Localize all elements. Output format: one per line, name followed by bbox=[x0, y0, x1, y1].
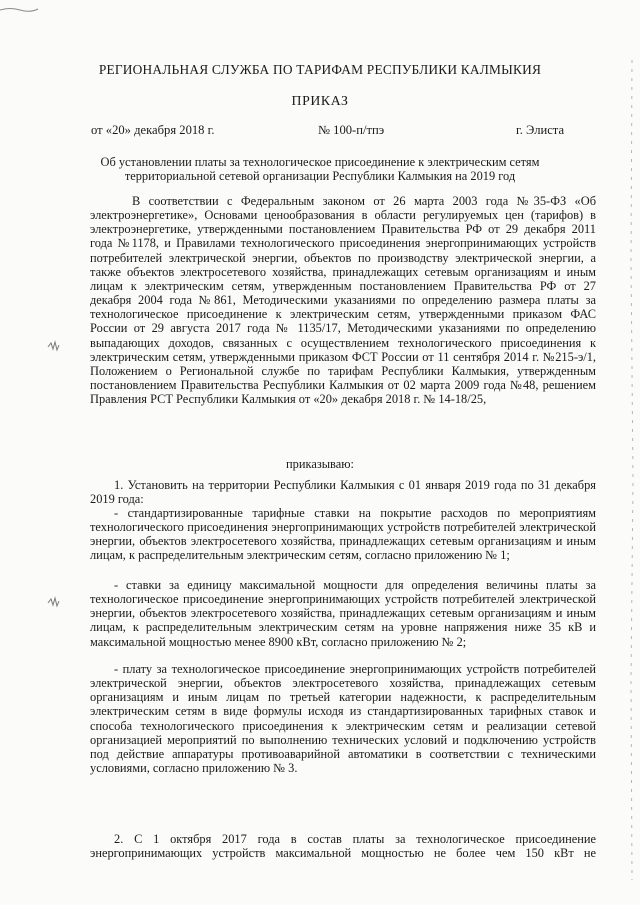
item-1-standard-rates: - стандартизированные тарифные ставки на покрытие расходов по мероприятиям технологического присоединения энергопринимающих устройств потребителей электрической энергии, объектов электросетевого хозяйства, принадлежащих сетевым организациям и иным лицам, к распределительным электрическим сетям, согласно приложению № 1; bbox=[90, 506, 596, 563]
order-word: приказываю: bbox=[286, 457, 354, 471]
item-1-connection-fee: - плату за технологическое присоединение энергопринимающих устройств потребителей электрической энергии, объектов электросетевого хозяйства, принадлежащих сетевым организациям и иным лицам по третьей категории надежности, к распределительным электрическим сетям в виде формулы исходя из стандартизированных тарифных ставок и способа технологического присоединения к электрическим сетям и реализации сетевой организацией мероприятий по выполнению технических условий и подключению устройств под действие аппаратуры противоаварийной автоматики в соответствии с техническими условиями, согласно приложению № 3. bbox=[90, 662, 596, 776]
order-number: № 100-п/тпэ bbox=[318, 123, 385, 137]
item-1-paragraph: 1. Установить на территории Республики Калмыкия с 01 января 2019 года по 31 декабря 2019 года: bbox=[90, 478, 596, 507]
order-city: г. Элиста bbox=[516, 123, 565, 137]
binder-hole-mark-upper bbox=[46, 340, 62, 354]
binder-hole-mark-lower bbox=[46, 596, 62, 610]
subject-line-1: Об установлении платы за технологическое присоединение к электрическим сетям bbox=[100, 155, 540, 169]
organization-title: РЕГИОНАЛЬНАЯ СЛУЖБА ПО ТАРИФАМ РЕСПУБЛИКИ КАЛМЫКИЯ bbox=[98, 62, 542, 77]
item-1-capacity-rates: - ставки за единицу максимальной мощности для определения величины платы за технологическое присоединение энергопринимающих устройств потребителей электрической энергии, объектов электросетевого хозяйства, принадлежащих сетевым организациям и иным лицам, к распределительным электрическим сетям на уровне напряжения ниже 35 кВ и максимальной мощностью менее 8900 кВт, согласно приложению № 2; bbox=[90, 578, 596, 649]
preamble-paragraph: В соответствии с Федеральным законом от 26 марта 2003 года №35-ФЗ «Об электроэнергетике», Основами ценообразования в области регулируемых цен (тарифов) в электроэнергетике, утвержденными постановлением Правительства РФ от 29 декабря 2011 года №1178, и Правилами технологического присоединения энергопринимающих устройств потребителей электрической энергии, объектов по производству электрической энергии, а также объектов электросетевого хозяйства, принадлежащих сетевым организациям и иным лицам к электрическим сетям, утвержденным постановлением Правительства РФ от 27 декабря 2004 года №861, Методическими указаниями по определению размера платы за технологическое присоединение к электрическим сетям, утвержденными приказом ФАС России от 29 августа 2017 года № 1135/17, Методическими указаниями по определению выпадающих доходов, связанных с осуществлением технологического присоединения к электрическим сетям, утвержденными приказом ФСТ России от 11 сентября 2014 г. №215-э/1, Положением о Региональной службе по тарифам Республики Калмыкия, утвержденным постановлением Правительства Республики Калмыкия от 02 марта 2009 года №48, решением Правления РСТ Республики Калмыкия от «20» декабря 2018 г. № 14-18/25, bbox=[90, 194, 596, 407]
document-type: ПРИКАЗ bbox=[291, 93, 349, 108]
order-date: от «20» декабря 2018 г. bbox=[91, 123, 215, 137]
scan-edge-mark bbox=[0, 6, 40, 14]
item-2-paragraph: 2. С 1 октября 2017 года в состав платы за технологическое присоединение энергопринимающих устройств максимальной мощностью не более чем 150 кВт не bbox=[90, 832, 596, 861]
subject-line-2: территориальной сетевой организации Республики Калмыкия на 2019 год bbox=[124, 169, 516, 183]
